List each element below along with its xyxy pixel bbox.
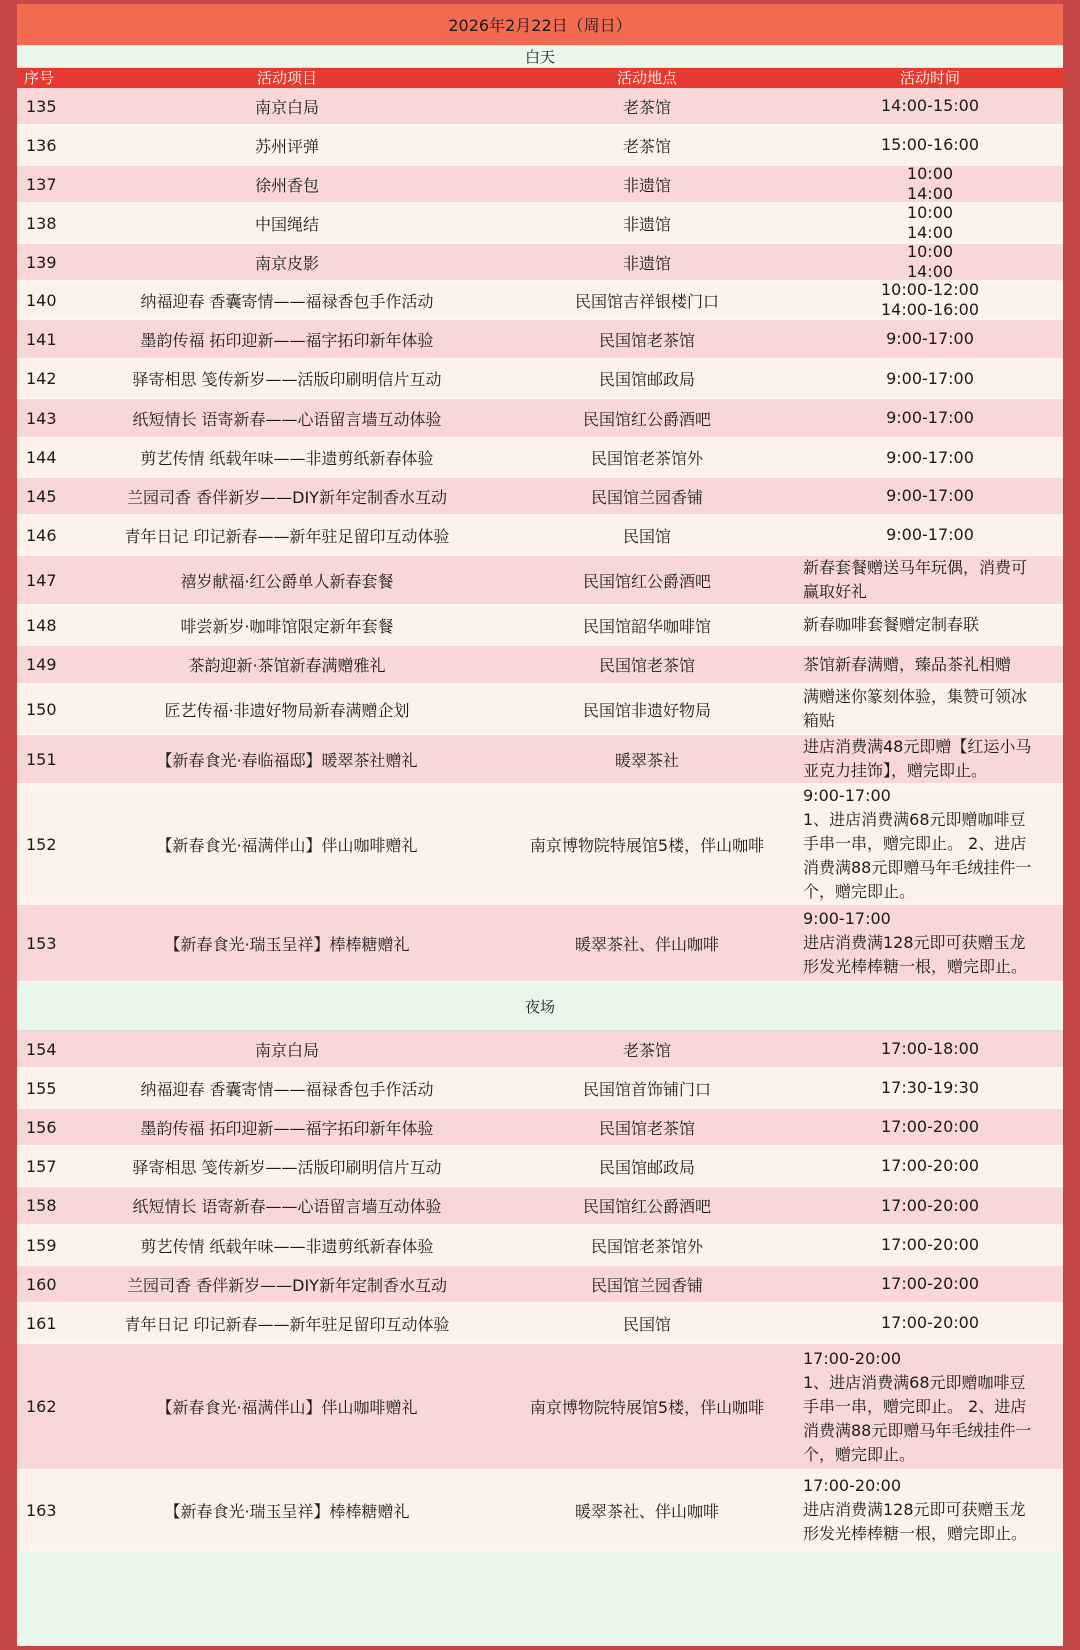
table-row [17, 1109, 1063, 1147]
activity-name: 禧岁献福·红公爵单人新春套餐 [180, 571, 394, 591]
activity-location: 老茶馆 [622, 1040, 671, 1060]
column-header-row [17, 68, 1063, 88]
activity-time [797, 516, 1063, 554]
activity-time [797, 399, 1063, 437]
activity-name: 青年日记 印记新春——新年驻足留印互动体验 [124, 526, 450, 546]
activity-time [797, 244, 1063, 280]
activity-time-line: 14:00 [906, 262, 954, 280]
activity-location: 非遗馆 [622, 214, 671, 234]
table-footer-strip [17, 1551, 1063, 1571]
row-number: 146 [26, 525, 57, 545]
activity-time [797, 556, 1063, 604]
activity-time [797, 204, 1063, 242]
activity-name: 纳福迎春 香囊寄情——福禄香包手作活动 [140, 291, 434, 311]
activity-time [797, 735, 1063, 783]
activity-time [797, 1187, 1063, 1224]
activity-time-line: 9:00-17:00 [886, 525, 974, 544]
table-row [17, 685, 1063, 735]
activity-time-line: 消费满88元即赠马年毛绒挂件一 [803, 858, 1032, 877]
activity-name: 啡尝新岁·咖啡馆限定新年套餐 [180, 616, 394, 636]
column-header-time: 活动时间 [899, 69, 960, 87]
activity-time-line: 14:00-15:00 [881, 96, 979, 115]
activity-name: 纸短情长 语寄新春——心语留言墙互动体验 [132, 1197, 442, 1216]
activity-location: 民国馆红公爵酒吧 [582, 1197, 711, 1216]
activity-time [797, 1266, 1063, 1302]
activity-time-line: 茶馆新春满赠，臻品茶礼相赠 [803, 654, 1012, 674]
activity-name: 墨韵传福 拓印迎新——福字拓印新年体验 [140, 1118, 434, 1138]
activity-time [797, 785, 1063, 903]
activity-time-line: 17:00-18:00 [881, 1039, 979, 1058]
activity-location: 民国馆韶华咖啡馆 [582, 616, 711, 636]
activity-name: 茶韵迎新·茶馆新春满赠雅礼 [188, 656, 386, 675]
activity-time-line: 进店消费满48元即赠【红运小马 [803, 737, 1032, 756]
table-row [17, 204, 1063, 244]
activity-time [797, 1031, 1063, 1067]
activity-time-line: 17:00-20:00 [881, 1235, 979, 1254]
row-number: 156 [26, 1117, 57, 1137]
table-row [17, 606, 1063, 646]
activity-time [797, 1226, 1063, 1264]
row-number: 143 [26, 408, 57, 428]
activity-time [797, 88, 1063, 124]
row-number: 148 [26, 615, 57, 635]
activity-time-line: 亚克力挂饰】，赠完即止。 [803, 761, 988, 780]
activity-name: 【新春食光·福满伴山】伴山咖啡赠礼 [156, 835, 418, 855]
activity-name: 苏州评弹 [254, 136, 319, 156]
activity-time-line: 个，赠完即止。 [803, 1444, 916, 1464]
activity-time-line: 形发光棒棒糖一根，赠完即止。 [803, 957, 1028, 976]
activity-time [797, 1344, 1063, 1469]
activity-time-line: 进店消费满128元即可获赠玉龙 [803, 1500, 1026, 1519]
activity-name: 青年日记 印记新春——新年驻足留印互动体验 [124, 1314, 450, 1334]
table-row [17, 1031, 1063, 1069]
night-rows [17, 1031, 1063, 1551]
activity-name: 【新春食光·福满伴山】伴山咖啡赠礼 [156, 1398, 418, 1417]
activity-location: 老茶馆 [622, 97, 671, 117]
row-number: 142 [26, 369, 57, 388]
activity-time-line: 9:00-17:00 [803, 909, 891, 928]
activity-time-line: 新春咖啡套餐赠定制春联 [803, 615, 980, 634]
activity-name: 【新春食光·春临福邸】暖翠茶社赠礼 [156, 750, 418, 770]
activity-time-line: 17:30-19:30 [881, 1078, 979, 1097]
row-number: 150 [26, 699, 57, 719]
activity-time [797, 685, 1063, 733]
activity-time [797, 606, 1063, 644]
table-row [17, 1266, 1063, 1304]
activity-location: 非遗馆 [622, 175, 671, 195]
activity-time [797, 439, 1063, 476]
row-number: 155 [26, 1078, 57, 1098]
row-number: 159 [26, 1235, 57, 1255]
table-row [17, 320, 1063, 360]
activity-name: 纳福迎春 香囊寄情——福禄香包手作活动 [140, 1079, 434, 1099]
activity-name: 匠艺传福·非遗好物局新春满赠企划 [164, 700, 410, 720]
activity-name: 【新春食光·瑞玉呈祥】棒棒糖赠礼 [164, 1501, 410, 1521]
activity-time-line: 17:00-20:00 [803, 1348, 901, 1368]
table-row [17, 735, 1063, 785]
activity-time-line: 进店消费满128元即可获赠玉龙 [803, 933, 1026, 952]
table-row [17, 166, 1063, 204]
table-row [17, 282, 1063, 320]
table-row [17, 360, 1063, 399]
activity-time-line: 9:00-17:00 [886, 486, 974, 505]
activity-time-line: 17:00-20:00 [881, 1195, 979, 1215]
activity-name: 兰园司香 香伴新岁——DIY新年定制香水互动 [127, 487, 447, 507]
row-number: 135 [26, 96, 57, 116]
column-header-location: 活动地点 [616, 69, 677, 87]
activity-location: 民国馆红公爵酒吧 [582, 409, 711, 429]
table-title: 2026年2月22日（周日） [17, 4, 1063, 46]
activity-location: 民国馆非遗好物局 [582, 700, 711, 720]
section-night: 夜场 [17, 983, 1063, 1031]
activity-location: 南京博物院特展馆5楼，伴山咖啡 [529, 1398, 765, 1417]
activity-name: 剪艺传情 纸载年味——非遗剪纸新春体验 [140, 1236, 434, 1256]
row-number: 162 [26, 1397, 57, 1416]
activity-location: 老茶馆 [622, 136, 671, 156]
activity-name: 纸短情长 语寄新春——心语留言墙互动体验 [132, 409, 442, 429]
activity-time-line: 14:00 [906, 184, 954, 202]
activity-time-line: 17:00-20:00 [881, 1156, 979, 1175]
table-row [17, 439, 1063, 478]
day-rows [17, 88, 1063, 983]
activity-time-line: 赢取好礼 [803, 582, 868, 601]
row-number: 163 [26, 1500, 57, 1520]
table-row [17, 88, 1063, 126]
row-number: 144 [26, 448, 57, 467]
activity-time [797, 320, 1063, 358]
activity-name: 南京皮影 [254, 253, 319, 273]
activity-time-line: 10:00 [906, 166, 954, 183]
activity-time-line: 1、进店消费满68元即赠咖啡豆 [803, 1372, 1026, 1392]
row-number: 154 [26, 1039, 57, 1059]
activity-location: 民国馆老茶馆 [598, 330, 695, 350]
activity-time [797, 1069, 1063, 1107]
activity-time-line: 9:00-17:00 [886, 408, 974, 427]
activity-time [797, 126, 1063, 164]
activity-time-line: 形发光棒棒糖一根，赠完即止。 [803, 1524, 1028, 1543]
row-number: 157 [26, 1156, 57, 1176]
activity-time-line: 手串一串，赠完即止。 2、进店 [803, 1396, 1027, 1416]
table-row [17, 516, 1063, 556]
activity-location: 暖翠茶社、伴山咖啡 [574, 934, 719, 954]
activity-time [797, 360, 1063, 397]
activity-location: 民国馆老茶馆 [598, 1118, 695, 1138]
row-number: 161 [26, 1313, 57, 1333]
activity-time-line: 消费满88元即赠马年毛绒挂件一 [803, 1420, 1032, 1440]
activity-location: 民国馆 [622, 1314, 671, 1334]
activity-name: 驿寄相思 笺传新岁——活版印刷明信片互动 [132, 370, 442, 389]
activity-time-line: 15:00-16:00 [881, 135, 979, 154]
activity-time-line: 1、进店消费满68元即赠咖啡豆 [803, 810, 1026, 829]
row-number: 145 [26, 486, 57, 506]
row-number: 141 [26, 329, 57, 349]
activity-time [797, 1304, 1063, 1342]
row-number: 153 [26, 933, 57, 953]
table-row [17, 1226, 1063, 1266]
activity-time-line: 9:00-17:00 [886, 447, 974, 467]
activity-time-line: 箱贴 [803, 711, 836, 730]
activity-time-line: 满赠迷你篆刻体验，集赞可领冰 [803, 687, 1028, 706]
row-number: 137 [26, 174, 57, 194]
schedule-table [17, 4, 1063, 1646]
table-row [17, 1344, 1063, 1471]
activity-location: 民国馆红公爵酒吧 [582, 571, 711, 591]
activity-location: 民国馆吉祥银楼门口 [574, 291, 719, 311]
row-number: 136 [26, 135, 57, 155]
activity-time-line: 10:00-12:00 [881, 282, 979, 299]
activity-location: 民国馆老茶馆外 [590, 449, 703, 468]
row-number: 140 [26, 290, 57, 310]
activity-time-line: 17:00-20:00 [881, 1117, 979, 1136]
table-row [17, 399, 1063, 439]
activity-name: 兰园司香 香伴新岁——DIY新年定制香水互动 [127, 1275, 447, 1295]
table-row [17, 646, 1063, 685]
row-number: 139 [26, 252, 57, 272]
column-header-activity: 活动项目 [256, 69, 317, 87]
activity-time-line: 10:00 [906, 244, 954, 261]
row-number: 151 [26, 749, 57, 769]
activity-time [797, 478, 1063, 514]
activity-time [797, 905, 1063, 981]
activity-time-line: 17:00-20:00 [881, 1313, 979, 1332]
table-row [17, 244, 1063, 282]
activity-time-line: 9:00-17:00 [886, 368, 974, 388]
row-number: 147 [26, 570, 57, 590]
activity-location: 民国馆兰园香铺 [590, 487, 703, 507]
activity-time [797, 646, 1063, 683]
activity-location: 民国馆兰园香铺 [590, 1275, 703, 1295]
activity-time-line: 10:00 [906, 204, 954, 222]
activity-location: 南京博物院特展馆5楼，伴山咖啡 [529, 835, 765, 855]
table-row [17, 556, 1063, 606]
activity-time-line: 9:00-17:00 [803, 786, 891, 805]
activity-name: 南京白局 [254, 1040, 319, 1060]
activity-location: 民国馆老茶馆外 [590, 1236, 703, 1256]
activity-location: 民国馆邮政局 [598, 370, 695, 389]
activity-location: 民国馆首饰铺门口 [582, 1079, 711, 1099]
activity-name: 徐州香包 [254, 175, 319, 195]
activity-location: 非遗馆 [622, 253, 671, 273]
activity-name: 剪艺传情 纸载年味——非遗剪纸新春体验 [140, 449, 434, 468]
section-day: 白天 [17, 46, 1063, 68]
activity-time-line: 个，赠完即止。 [803, 882, 916, 901]
table-row [17, 1147, 1063, 1187]
activity-time-line: 9:00-17:00 [886, 329, 974, 348]
row-number: 149 [26, 655, 57, 674]
table-row [17, 478, 1063, 516]
activity-time-line: 手串一串，赠完即止。 2、进店 [803, 834, 1027, 853]
row-number: 152 [26, 834, 57, 854]
row-number: 160 [26, 1274, 57, 1294]
activity-location: 民国馆老茶馆 [598, 656, 695, 675]
activity-location: 暖翠茶社 [614, 750, 679, 770]
activity-time-line: 14:00-16:00 [881, 300, 979, 318]
activity-name: 中国绳结 [254, 214, 319, 234]
activity-time-line: 14:00 [906, 223, 954, 242]
activity-time [797, 1471, 1063, 1549]
activity-time [797, 1147, 1063, 1185]
table-row [17, 1069, 1063, 1109]
table-row [17, 905, 1063, 983]
activity-location: 民国馆 [622, 526, 671, 546]
activity-time-line: 新春套餐赠送马年玩偶，消费可 [803, 558, 1028, 577]
activity-time [797, 166, 1063, 202]
activity-location: 民国馆邮政局 [598, 1157, 695, 1177]
row-number: 158 [26, 1196, 57, 1215]
activity-name: 墨韵传福 拓印迎新——福字拓印新年体验 [140, 330, 434, 350]
table-row [17, 1471, 1063, 1551]
activity-time-line: 17:00-20:00 [803, 1476, 901, 1495]
activity-time [797, 1109, 1063, 1145]
table-row [17, 1304, 1063, 1344]
activity-name: 驿寄相思 笺传新岁——活版印刷明信片互动 [132, 1157, 442, 1177]
activity-time [797, 282, 1063, 318]
table-row [17, 126, 1063, 166]
table-row [17, 1187, 1063, 1226]
activity-time-line: 17:00-20:00 [881, 1274, 979, 1293]
row-number: 138 [26, 213, 57, 233]
table-row [17, 785, 1063, 905]
activity-location: 暖翠茶社、伴山咖啡 [574, 1501, 719, 1521]
column-header-no: 序号 [24, 69, 55, 87]
activity-name: 【新春食光·瑞玉呈祥】棒棒糖赠礼 [164, 934, 410, 954]
activity-name: 南京白局 [254, 97, 319, 117]
